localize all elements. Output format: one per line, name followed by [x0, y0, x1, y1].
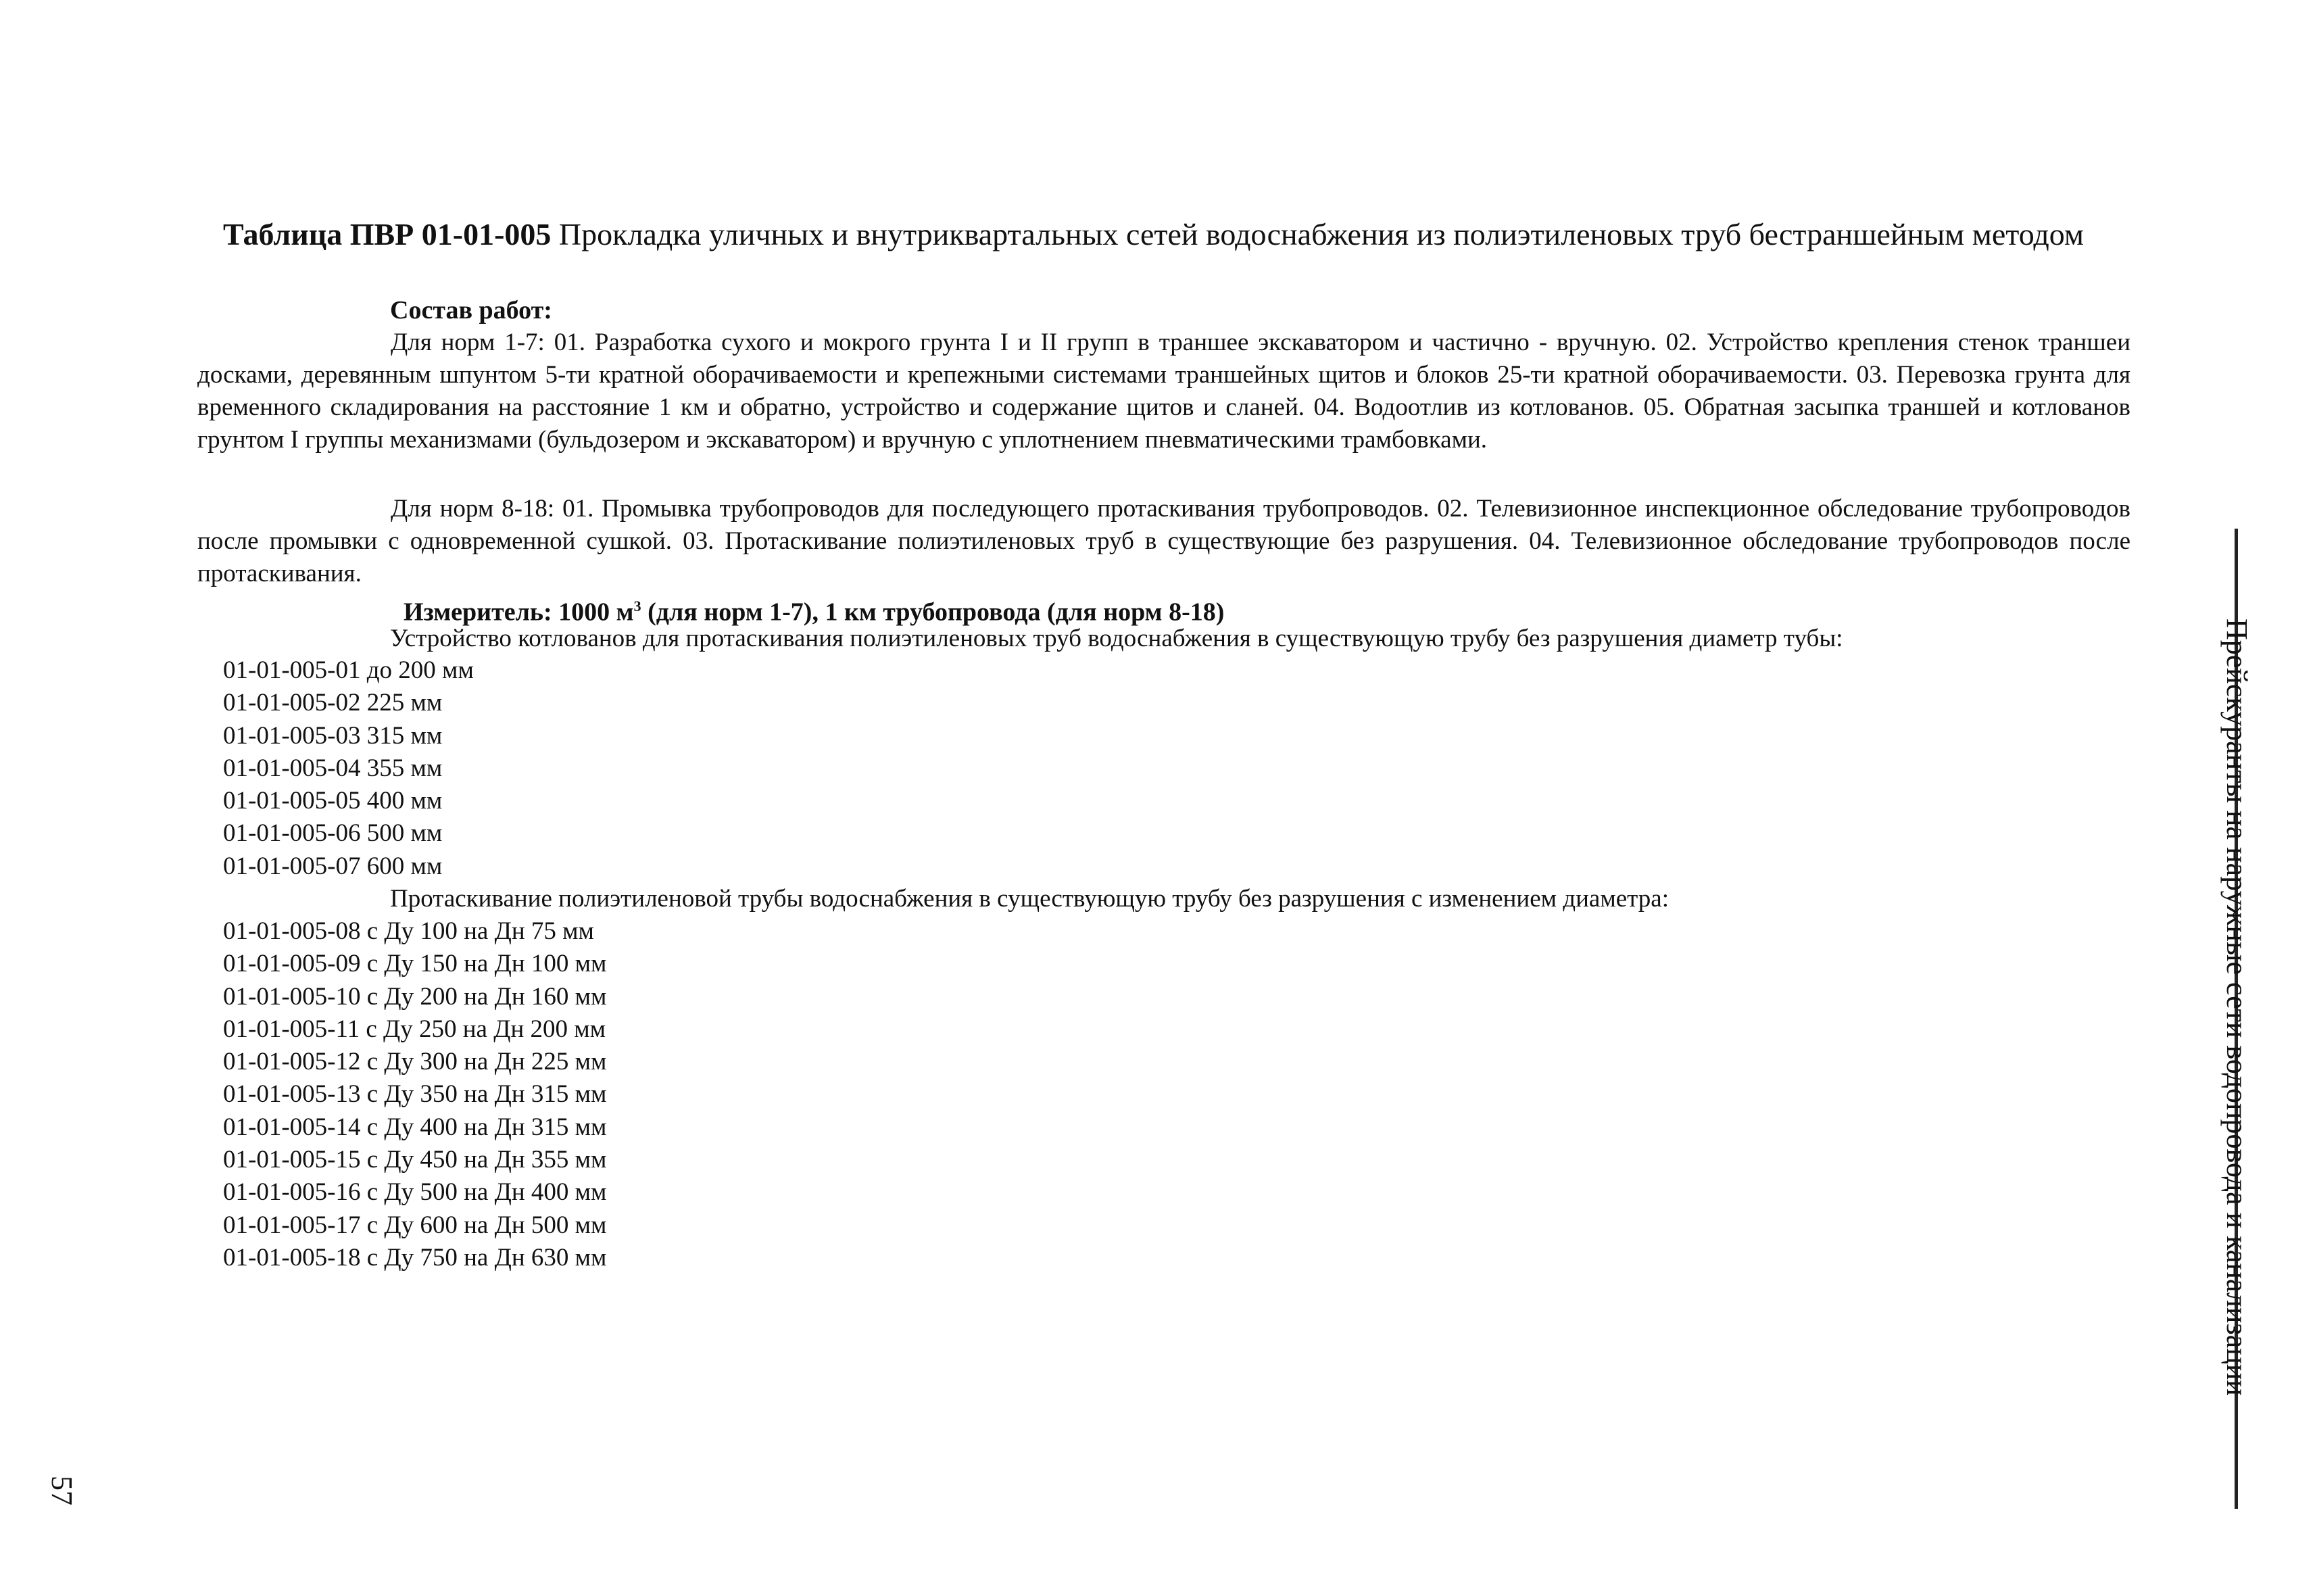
meter-text-rest: (для норм 1-7), 1 км трубопровода (для норм 8-18)	[641, 598, 1225, 627]
list-item: 01-01-005-15 с Ду 450 на Дн 355 мм	[223, 1146, 607, 1174]
section2-list	[223, 915, 606, 1274]
table-title	[223, 215, 2130, 254]
list-item: 01-01-005-02 225 мм	[223, 689, 443, 717]
section1-list	[223, 654, 474, 883]
list-item: 01-01-005-16 с Ду 500 на Дн 400 мм	[223, 1178, 607, 1207]
table-title-text: Прокладка уличных и внутриквартальных сетей водоснабжения из полиэтиленовых труб бестраншейным методом	[551, 217, 2085, 251]
work-composition-heading: Состав работ:	[390, 296, 552, 324]
list-item: 01-01-005-13 с Ду 350 на Дн 315 мм	[223, 1080, 607, 1109]
list-item: 01-01-005-14 с Ду 400 на Дн 315 мм	[223, 1113, 607, 1141]
page-number: 57	[45, 1476, 78, 1505]
list-item: 01-01-005-01 до 200 мм	[223, 656, 474, 684]
list-item: 01-01-005-12 с Ду 300 на Дн 225 мм	[223, 1048, 607, 1076]
list-item: 01-01-005-11 с Ду 250 на Дн 200 мм	[223, 1015, 606, 1043]
list-item: 01-01-005-17 с Ду 600 на Дн 500 мм	[223, 1211, 607, 1239]
list-item: 01-01-005-04 355 мм	[223, 754, 443, 782]
side-caption: Прейскуранты на наружные сети водопровода и канализации	[2220, 619, 2253, 1396]
section1-intro: Устройство котлованов для протаскивания полиэтиленовых труб водоснабжения в существующую трубу без разрушения диаметр тубы:	[390, 625, 1843, 652]
list-item: 01-01-005-18 с Ду 750 на Дн 630 мм	[223, 1243, 607, 1272]
list-item: 01-01-005-09 с Ду 150 на Дн 100 мм	[223, 950, 607, 978]
section2-intro: Протаскивание полиэтиленовой трубы водоснабжения в существующую трубу без разрушения с изменением диаметра:	[390, 885, 1669, 913]
table-title-code: Таблица ПВР 01-01-005	[223, 217, 552, 251]
list-item: 01-01-005-05 400 мм	[223, 787, 443, 815]
list-item: 01-01-005-10 с Ду 200 на Дн 160 мм	[223, 982, 607, 1011]
work-composition-norms-1-7: Для норм 1-7: 01. Разработка сухого и мокрого грунта I и II групп в траншее экскаватором и частично - вручную. 02. Устройство крепления стенок траншеи досками, деревянным шпунтом 5-ти кратной оборачиваемости и крепежными системами траншейных щитов и блоков 25-ти кратной оборачиваемости. 03. Перевозка грунта для временного складирования на расстояние 1 км и обратно, устройство и содержание щитов и сланей. 04. Водоотлив из котлованов. 05. Обратная засыпка траншей и котлованов грунтом I группы механизмами (бульдозером и экскаватором) и вручную с уплотнением пневматическими трамбовками.	[197, 329, 2130, 454]
meter-text: Измеритель: 1000 м	[404, 598, 634, 627]
list-item: 01-01-005-07 600 мм	[223, 852, 443, 880]
list-item: 01-01-005-03 315 мм	[223, 721, 443, 750]
list-item: 01-01-005-08 с Ду 100 на Дн 75 мм	[223, 917, 594, 945]
meter-superscript: 3	[633, 598, 641, 614]
list-item: 01-01-005-06 500 мм	[223, 819, 443, 848]
work-composition-norms-8-18: Для норм 8-18: 01. Промывка трубопроводов для последующего протаскивания трубопроводов. 02. Телевизионное инспекционное обследование трубопроводов после промывки с одновременной сушкой. 03. Протаскивание полиэтиленовых труб в существующие без разрушения. 04. Телевизионное обследование трубопроводов после протаскивания.	[197, 495, 2130, 587]
